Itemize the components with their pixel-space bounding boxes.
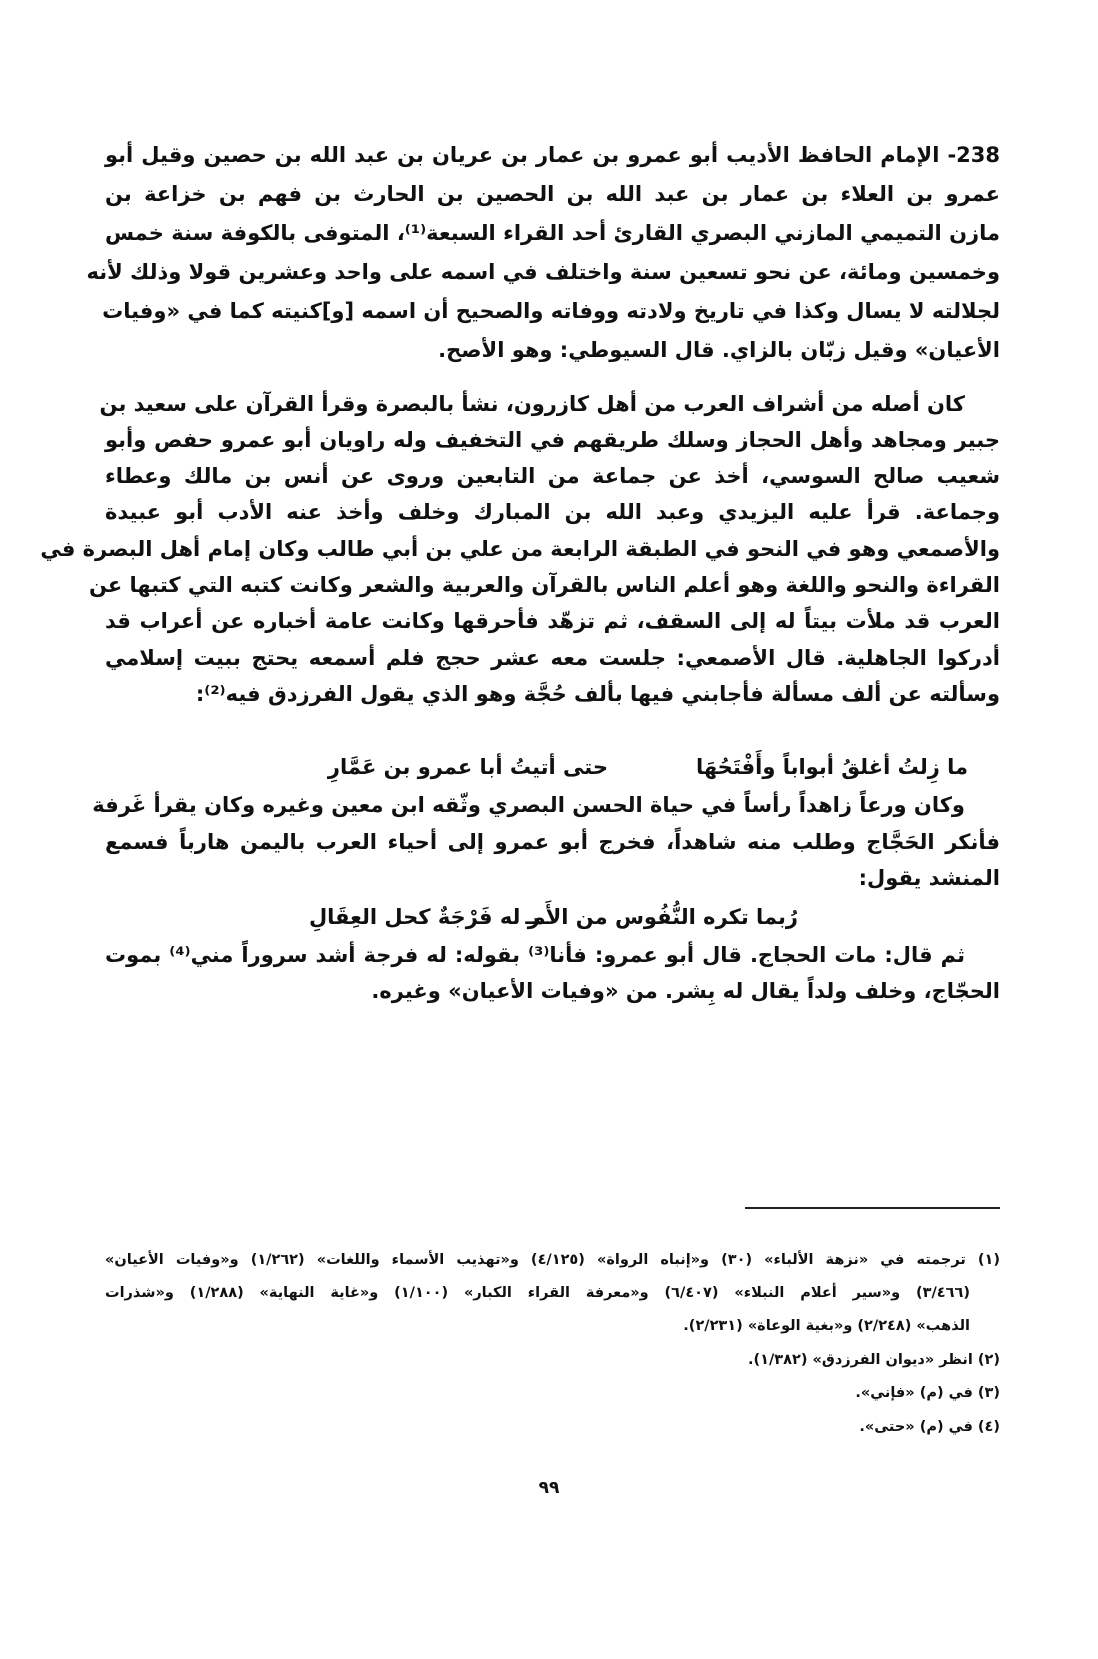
footnote-separator [745, 1207, 1000, 1209]
verse-hemistich-1: رُبما تكره النُّفُوس من الأَمـ [525, 905, 798, 929]
verse-hemistich-2: حتى أتيتُ أبا عمرو بن عَمَّارِ [327, 755, 608, 779]
verse-hemistich-2: ـر له فَرْجَةٌ كحل العِقَالِ [308, 905, 548, 929]
body-line: والأصمعي وهو في النحو في الطبقة الرابعة من علي بن أبي طالب وكان إمام أهل البصرة في [40, 537, 1000, 561]
body-line: جبير ومجاهد وأهل الحجاز وسلك طريقهم في التخفيف وله راويان أبو عمرو حفص وأبو [105, 428, 1000, 452]
page-number: ٩٩ [538, 1478, 560, 1498]
footnote-line: (٣/٤٦٦) و«سير أعلام النبلاء» (٦/٤٠٧) و«معرفة القراء الكبار» (١/١٠٠) و«غاية النهاية» (١/٢٨٨) و«شذرات [105, 1285, 970, 1301]
footnote-line: الذهب» (٢/٢٤٨) و«بغية الوعاة» (٢/٢٣١). [683, 1318, 970, 1334]
body-line: وجماعة. قرأ عليه اليزيدي وعبد الله بن المبارك وخلف وأخذ عنه الأدب أبو عبيدة [105, 500, 1000, 524]
entry-line: وخمسين ومائة، عن نحو تسعين سنة واختلف في اسمه على واحد وعشرين قولا وذلك لأنه [86, 260, 1000, 284]
footnote-line: (٤) في (م) «حتى». [859, 1419, 1000, 1435]
footnote-line: (١) ترجمته في «نزهة الألباء» (٣٠) و«إنباه الرواة» (٤/١٢٥) و«تهذيب الأسماء واللغات» (١/٢٦٢) و«وفيات الأعيان» [105, 1252, 1000, 1268]
entry-line: الأعيان» وقيل زبّان بالزاي. قال السيوطي: وهو الأصح. [438, 338, 1000, 362]
body-line: شعيب صالح السوسي، أخذ عن جماعة من التابعين وروى عن أنس بن مالك وعطاء [105, 464, 1000, 488]
footnote-line: (٣) في (م) «فإني». [855, 1385, 1000, 1401]
body-line: القراءة والنحو واللغة وهو أعلم الناس بالقرآن والعربية والشعر وكانت كتبه التي كتبها عن [88, 573, 1000, 597]
verse-hemistich-1: ما زِلتُ أغلقُ أبواباً وأَفْتَحُهَا [695, 755, 968, 779]
body-line: المنشد يقول: [858, 866, 1000, 890]
body-line: كان أصله من أشراف العرب من أهل كازرون، نشأ بالبصرة وقرأ القرآن على سعيد بن [99, 392, 965, 416]
body-line: وسألته عن ألف مسألة فأجابني فيها بألف حُجَّة وهو الذي يقول الفرزدق فيه⁽²⁾: [195, 682, 1000, 706]
entry-line: لجلالته لا يسال وكذا في تاريخ ولادته ووفاته والصحيح أن اسمه [و]كنيته كما في «وفيات [102, 299, 1000, 323]
entry-line: عمرو بن العلاء بن عمار بن عبد الله بن الحصين بن الحارث بن فهم بن خزاعة بن [105, 182, 1000, 206]
entry-line: 238- الإمام الحافظ الأديب أبو عمرو بن عمار بن عريان بن عبد الله بن حصين وقيل أبو [105, 143, 1000, 167]
body-line: الحجّاج، وخلف ولداً يقال له بِشر. من «وفيات الأعيان» وغيره. [371, 979, 1000, 1003]
footnote-line: (٢) انظر «ديوان الفرزدق» (١/٣٨٢). [747, 1352, 1000, 1368]
entry-line: مازن التميمي المازني البصري القارئ أحد القراء السبعة⁽¹⁾، المتوفى بالكوفة سنة خمس [105, 221, 1000, 245]
body-line: فأنكر الحَجَّاج وطلب منه شاهداً، فخرج أبو عمرو إلى أحياء العرب باليمن هارباً فسمع [105, 830, 1000, 854]
body-line: أدركوا الجاهلية. قال الأصمعي: جلست معه عشر حجج فلم أسمعه يحتج ببيت إسلامي [105, 646, 1000, 670]
body-line: ثم قال: مات الحجاج. قال أبو عمرو: فأنا⁽³⁾ بقوله: له فرجة أشد سروراً مني⁽⁴⁾ بموت [105, 943, 965, 967]
body-line: العرب قد ملأت بيتاً له إلى السقف، ثم تزهّد فأحرقها وكانت عامة أخباره عن أعراب قد [105, 609, 1000, 633]
body-line: وكان ورعاً زاهداً رأساً في حياة الحسن البصري وثّقه ابن معين وغيره وكان يقرأ غَرفة [92, 793, 965, 817]
